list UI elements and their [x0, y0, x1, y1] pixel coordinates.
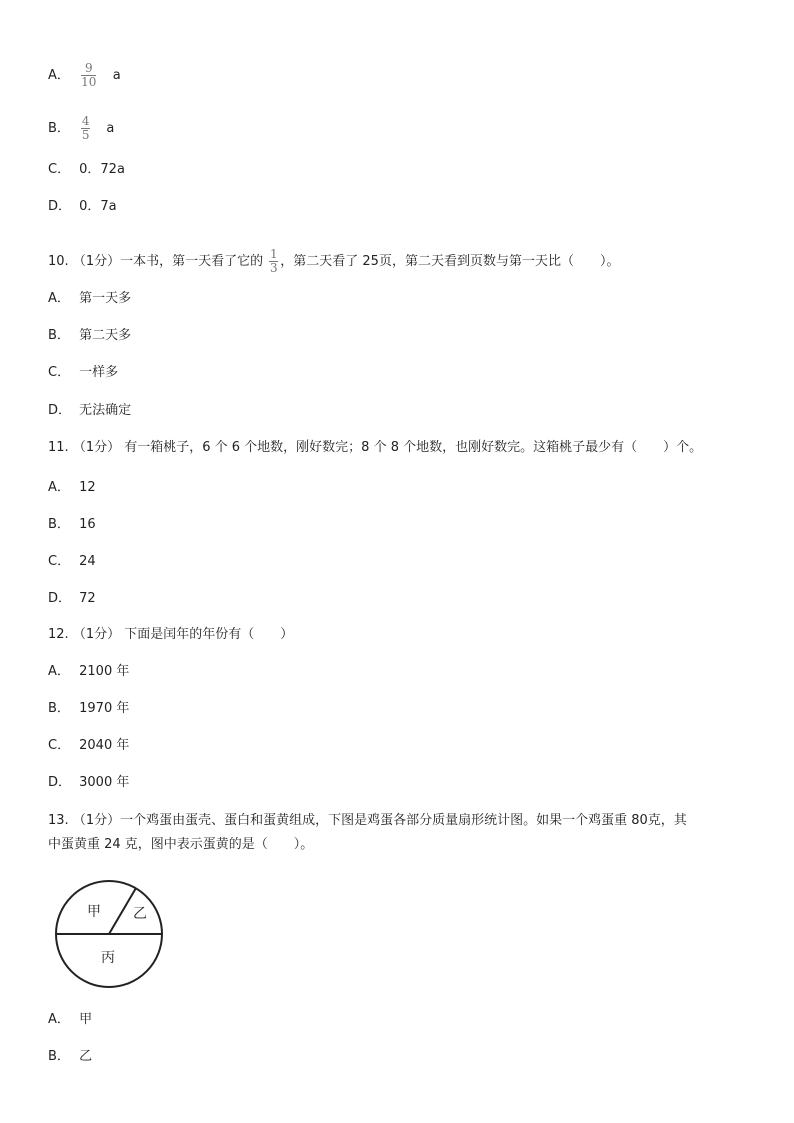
q10-option-d[interactable] [48, 403, 131, 419]
option-text: 第二天多 [79, 328, 132, 343]
option-letter: B． [48, 328, 70, 343]
option-letter: C． [48, 554, 71, 569]
option-letter: C． [48, 162, 71, 177]
pie-label-jia: 甲 [87, 904, 101, 920]
q10-option-c[interactable] [48, 365, 118, 381]
q10-option-a[interactable] [48, 291, 131, 307]
numerator: 1 [269, 247, 278, 261]
q12-option-b[interactable] [48, 701, 129, 717]
question-text-continued: 中蛋黄重 24 克，图中表示蛋黄的是（ ）。 [48, 837, 314, 852]
question-score: （1分） [72, 813, 121, 828]
option-text: 24 [79, 554, 96, 569]
option-letter: A． [48, 480, 70, 495]
question-text: 有一箱桃子，6 个 6 个地数，刚好数完；8 个 8 个地数，也刚好数完。这箱桃子最少有（ ）个。 [120, 440, 703, 455]
option-text: 72 [79, 591, 96, 606]
denominator: 3 [269, 261, 278, 275]
q11-option-a[interactable] [48, 480, 96, 496]
pie-label-bing: 丙 [101, 950, 115, 966]
q9-option-d[interactable] [48, 199, 117, 215]
option-text: 2040 年 [79, 738, 130, 753]
option-text: 3000 年 [79, 775, 130, 790]
question-13-stem-line2 [48, 837, 313, 853]
question-13-stem [48, 813, 687, 829]
question-score: （1分） [72, 254, 121, 269]
option-text: 0．72a [79, 162, 125, 177]
option-letter: A． [48, 664, 70, 679]
q11-option-d[interactable] [48, 591, 96, 607]
option-letter: D． [48, 199, 72, 214]
q10-option-b[interactable] [48, 328, 131, 344]
option-text: 12 [79, 480, 96, 495]
question-text: 一本书，第一天看了它的 [120, 254, 264, 269]
q13-option-b[interactable] [48, 1049, 92, 1065]
q9-option-b[interactable] [48, 116, 114, 141]
fraction [269, 249, 278, 274]
question-score: （1分） [72, 627, 121, 642]
option-letter: B． [48, 701, 70, 716]
fraction [81, 63, 96, 88]
option-text: 0．7a [79, 199, 117, 214]
option-text: 一样多 [79, 365, 119, 380]
option-suffix: a [112, 68, 121, 83]
option-letter: A． [48, 68, 70, 83]
numerator: 9 [84, 61, 93, 75]
question-text: 下面是闰年的年份有（ ） [120, 627, 294, 642]
q9-option-a[interactable] [48, 63, 121, 88]
q12-option-c[interactable] [48, 738, 129, 754]
question-text-continued: ，第二天看了 25页，第二天看到页数与第一天比（ ）。 [280, 254, 620, 269]
question-12-stem [48, 627, 293, 643]
q12-option-a[interactable] [48, 664, 129, 680]
q12-option-d[interactable] [48, 775, 129, 791]
denominator: 10 [81, 75, 97, 89]
numerator: 4 [81, 114, 90, 128]
pie-label-yi: 乙 [133, 906, 147, 922]
option-text: 16 [79, 517, 96, 532]
question-score: （1分） [72, 440, 121, 455]
option-letter: C． [48, 365, 71, 380]
option-letter: A． [48, 1012, 70, 1027]
egg-composition-pie-chart [52, 880, 166, 988]
question-number: 10. [48, 254, 69, 269]
question-number: 13. [48, 813, 69, 828]
option-text: 乙 [79, 1049, 93, 1064]
option-letter: A． [48, 291, 70, 306]
option-text: 1970 年 [79, 701, 130, 716]
option-text: 第一天多 [79, 291, 132, 306]
q11-option-b[interactable] [48, 517, 96, 533]
option-letter: D． [48, 775, 72, 790]
option-text: 无法确定 [79, 403, 132, 418]
option-letter: D． [48, 591, 72, 606]
option-letter: B． [48, 121, 70, 136]
q11-option-c[interactable] [48, 554, 96, 570]
question-text: 一个鸡蛋由蛋壳、蛋白和蛋黄组成，下图是鸡蛋各部分质量扇形统计图。如果一个鸡蛋重 80克，其 [120, 813, 687, 828]
question-10-stem [48, 249, 619, 274]
option-letter: D． [48, 403, 72, 418]
question-number: 11. [48, 440, 69, 455]
option-suffix: a [106, 121, 115, 136]
option-letter: B． [48, 1049, 70, 1064]
q9-option-c[interactable] [48, 162, 125, 178]
question-11-stem [48, 440, 702, 456]
option-letter: C． [48, 738, 71, 753]
option-text: 甲 [79, 1012, 93, 1027]
option-text: 2100 年 [79, 664, 130, 679]
fraction [81, 116, 90, 141]
question-number: 12. [48, 627, 69, 642]
q13-option-a[interactable] [48, 1012, 92, 1028]
option-letter: B． [48, 517, 70, 532]
denominator: 5 [81, 128, 90, 142]
